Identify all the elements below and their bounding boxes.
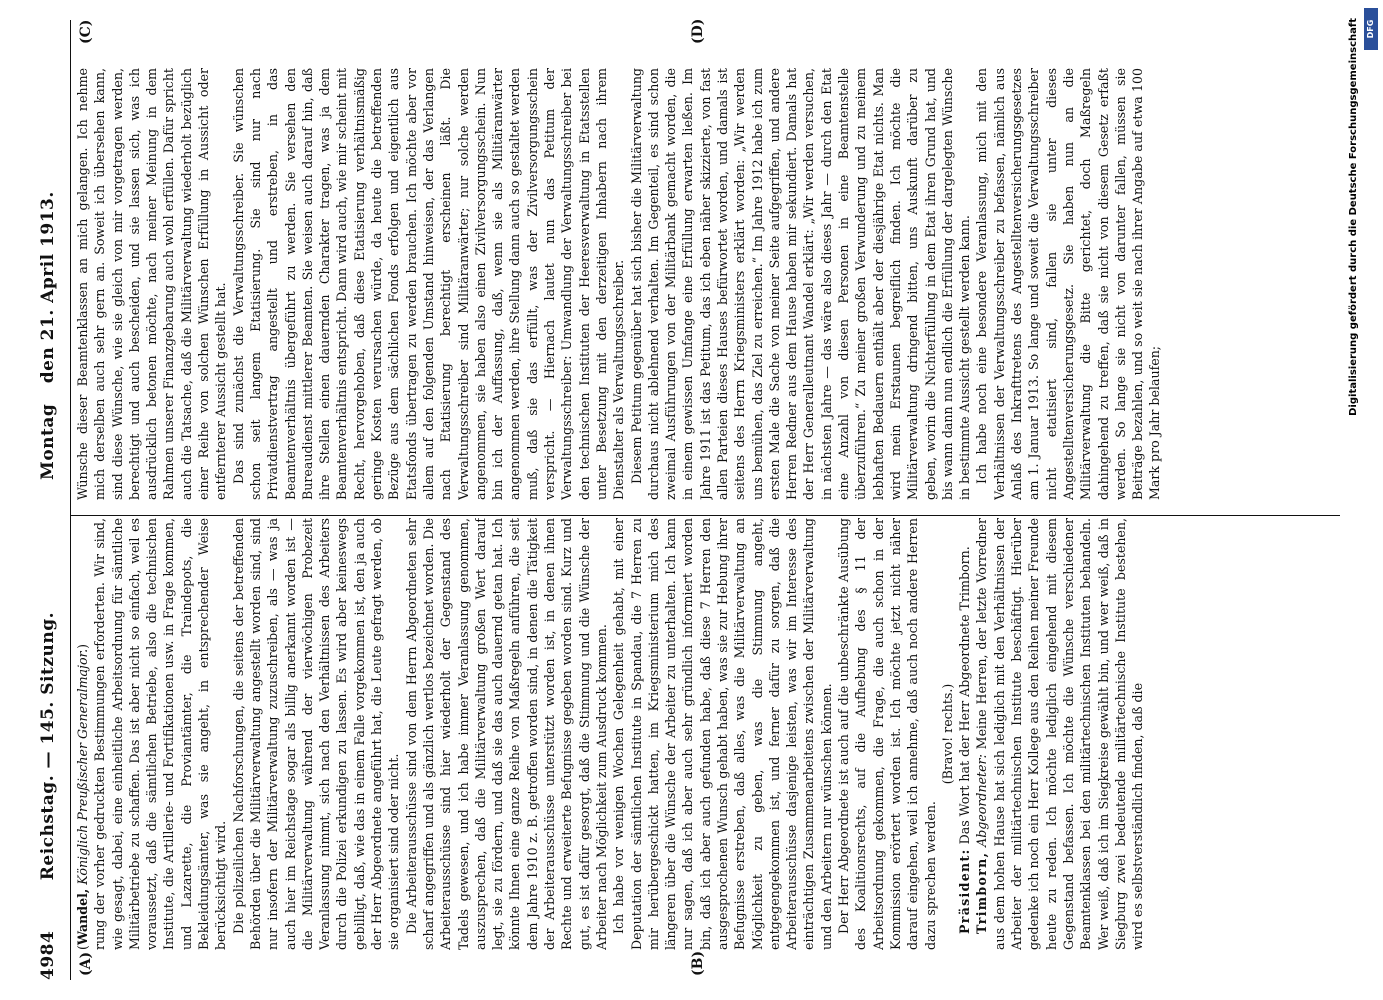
speaker-name: Wandel, — [75, 888, 90, 946]
speaker-line: (Wandel, Königlich Preußischer Generalmajor.) — [75, 643, 90, 950]
president-text: Das Wort hat der Herr Abgeordnete Trimborn. — [957, 546, 973, 845]
trimborn-name: Trimborn, — [974, 851, 990, 934]
paragraph: Ich habe vor wenigen Wochen Gelegenheit gehabt, mit einer Deputation der sämtlichen Institute in Spandau, die 7 Herren zu mir herübergeschickt hatten, im Kriegsministerium mich des längeren über die Wünsche der Arbeiter zu unterhalten. Ich kann nur sagen, daß ich aber auch sehr gründlich informiert worden bin, daß ich aber auch gefunden habe, daß diese 7 Herren den ausgesprochenen Wunsch gehabt haben, was sie zur Hebung ihrer Befugnisse erstreben, daß alles, was die Militärverwaltung an Möglichkeit zu geben, was die Stimmung angeht, entgegengekommen ist, und ferner dafür zu sorgen, daß die Arbeiterausschüsse dasjenige leisten, was wir im Interesse des einträchtigen Zusammenarbeitens zwischen der Militärverwaltung und den Arbeitern nur wünschen können. — [611, 518, 834, 950]
paragraph: Diesem Petitum gegenüber hat sich bisher die Militärverwaltung durchaus nicht ablehnend verhalten. Im Gegenteil, es sind schon zweimal Ausführungen von der Militärbank gemacht worden, die in einem gewissen Umfange eine Erfüllung erwarten ließen. Im Jahre 1911 ist das Petitum, das ich eben näher skizzierte, von fast allen Parteien dieses Hauses befürwortet worden, und damals ist seitens des Herrn Kriegsministers erklärt worden: „Wir werden uns bemühen, das Ziel zu erreichen.“ Im Jahre 1912 habe ich zum ersten Male die Sache von meiner Seite aufgegriffen, und andere Herren Redner aus dem Hause haben mir sekundiert. Damals hat der Herr Generalleutnant Wandel erklärt: „Wir werden versuchen, in nächsten Jahre — das wäre also dieses Jahr — durch den Etat eine Anzahl von diesen Personen in eine Beamtenstelle überzuführen.“ Zu meiner großen Verwunderung und zu meinem lebhaften Bedauern enthält aber der diesjährige Etat nichts. Man wird mein Erstaunen begreiflich finden. Ich möchte die Militärverwaltung dringend bitten, uns Auskunft darüber zu geben, worin die Nichterfüllung in dem Etat ihren Grund hat, und bis wann dann nun endlich die Erfüllung der dargelegten Wünsche in bestimmte Aussicht gestellt werden kann. — [628, 68, 973, 500]
paragraph: Der Herr Abgeordnete ist auch auf die unbeschränkte Ausübung des Koalitionsrechts, auf die Aufhebung des § 11 der Arbeitsordnung gekommen, die Frage, die auch schon in der Kommission erörtert worden ist. Ich möchte jetzt nicht näher darauf eingehen, weil ich annehme, daß auch noch andere Herren dazu sprechen werden. — [836, 518, 938, 950]
dfg-logo — [1364, 8, 1378, 50]
president-line — [956, 518, 973, 950]
applause-note: (Bravo! rechts.) — [939, 683, 955, 785]
dfg-logo-text: DFG — [1366, 19, 1375, 39]
paragraph: rung der vorher gedruckten Bestimmungen erforderten. Wir sind, wie gesagt, dabei, eine einheitliche Arbeitsordnung für sämtliche Militärbetriebe zu schaffen. Das ist aber nicht so einfach, weil es voraussetzt, daß die sämtlichen Betriebe, also die technischen Institute, die Artillerie- und Fortifikationen usw. in Frage kommen, und Lazarette, die Proviantämter, die Traindepots, die Bekleidungsämter, was sie angeht, in entsprechender Weise berücksichtigt wird. — [92, 518, 229, 950]
page-header — [30, 20, 71, 980]
session-date: den 21. April 1913. — [38, 191, 58, 384]
paragraph: Wünsche dieser Beamtenklassen an mich gelangen. Ich nehme mich derselben auch sehr gern an. Soweit ich übersehen kann, sind diese Wünsche, wie sie gleich von mir vorgetragen werden, berechtigt und auch bescheiden, und sie lassen sich, was ich ausdrücklich betonen möchte, nach meiner Meinung in dem Rahmen unserer Finanzgebarung auch wohl erfüllen. Dafür spricht auch die Tatsache, daß die Militärverwaltung wiederholt bezüglich einer Reihe von solchen Wünschen Erfüllung in Aussicht oder entfernterer Aussicht gestellt hat. — [75, 68, 229, 500]
paragraph: Ich habe noch eine besondere Veranlassung, mich mit den Verhältnissen der Verwaltungsschreiber zu befassen, nämlich aus Anlaß des Inkrafttretens des Angestelltenversicherungsgesetzes am 1. Januar 1913. So lange und soweit die Verwaltungsschreiber nicht etatisiert sind, fallen sie unter dieses Angestelltenversicherungsgesetz. Sie haben nun an die Militärverwaltung die Bitte gerichtet, doch Maßregeln dahingehend zu treffen, daß sie nicht von diesem Gesetz erfaßt werden. So lange sie nicht von darunter fallen, müssen sie Beiträge bezahlen, und so weit sie nach ihrer Angabe auf etwa 100 Mark pro Jahr belaufen; — [974, 68, 1163, 500]
header-left — [38, 568, 58, 980]
margin-mark-c: (C) — [78, 19, 94, 44]
trimborn-text: Meine Herren, der letzte Vorredner aus dem hohen Hause hat sich lediglich mit den Verhältnissen der Arbeiter der militärtechnischen Institute beschäftigt. Hierüber gedenke ich noch ein Herr Kollege aus den Reihen meiner Freunde heute zu reden. Ich möchte lediglich eingehend mit diesem Gegenstand befassen. Ich möchte die Wünsche verschiedener Beamtenklassen bei den militärtechnischen Instituten behandeln. Wer weiß, daß ich im Siegkreise gewählt bin, und wer weiß, daß in Siegburg zwei bedeutende militärtechnische Institute bestehen, wird es selbstverständlich finden, daß die — [974, 518, 1146, 950]
margin-mark-a: (A) — [78, 951, 94, 976]
left-column — [74, 518, 1336, 950]
session-title: Reichstag. — 145. Sitzung. — [38, 611, 58, 881]
session-weekday: Montag — [38, 403, 58, 480]
trimborn-role: Abgeordneter: — [974, 754, 990, 847]
paragraph: Das sind zunächst die Verwaltungsschreiber. Sie wünschen schon seit langem Etatisierung. Sie sind nur nach Privatdienstvertrag angestellt und erstreben, in das Beamtenverhältnis übergeführt zu werden. Sie versehen den Bureaudienst mittlerer Beamten. Sie weisen auch darauf hin, daß ihre Stellen einen dauernden Charakter tragen, was ja dem Beamtenverhältnis entspricht. Dann wird auch, wie mir scheint mit Recht, hervorgehoben, daß diese Etatisierung verhältnismäßig geringe Kosten verursachen würde, da heute die betreffenden Bezüge aus dem sächlichen Fonds erfolgen und eigentlich aus Etatsfonds übertragen zu werden brauchen. Ich möchte aber vor allem auf den folgenden Umstand hinweisen, der das Verlangen nach Etatisierung berechtigt erscheinen läßt. Die Verwaltungsschreiber sind Militäranwärter; nur solche werden angenommen, sie haben also einen Zivilversorgungsschein. Nun bin ich der Auffassung, daß, wenn sie als Militäranwärter angenommen werden, ihre Stellung dann auch so gestaltet werden muß, daß sie das erfüllt, was der Zivilversorgungsschein verspricht. — Hiernach lautet nun das Petitum der Verwaltungsschreiber: Umwandlung der Verwaltungsschreiber bei den technischen Instituten der Heeresverwaltung in Etatsstellen unter Besetzung mit den derzeitigen Inhabern nach ihrem Dienstalter als Verwaltungsschreiber. — [230, 68, 627, 500]
paragraph: Die Arbeiterausschüsse sind von dem Herrn Abgeordneten sehr scharf angegriffen und als gänzlich wertlos bezeichnet worden. Die Arbeiterausschüsse sind hier wiederholt der Gegenstand des Tadels gewesen, und ich habe immer Veranlassung genommen, auszusprechen, daß die Militärverwaltung großen Wert darauf legt, sie zu fördern, und daß sie das auch dauernd getan hat. Ich könnte Ihnen eine ganze Reihe von Maßregeln anführen, die seit dem Jahre 1910 z. B. getroffen worden sind, in denen die Tätigkeit der Arbeiterausschüsse unterstützt worden ist, in denen ihnen Rechte und erweiterte Befugnisse gegeben worden sind. Kurz und gut, es ist dafür gesorgt, daß die Stimmung und die Wünsche der Arbeiter nach Möglichkeit zum Ausdruck kommen. — [403, 518, 609, 950]
document-page — [30, 20, 1340, 980]
digitization-note — [1338, 18, 1378, 998]
right-column — [74, 68, 1336, 500]
column-divider — [70, 515, 1340, 516]
digitization-text: Digitalisierung gefördert durch die Deutsche Forschungsgemeinschaft — [1348, 18, 1359, 416]
paragraph: Die polizeilichen Nachforschungen, die seitens der betreffenden Behörden über die Militärverwaltung angestellt worden sind, sind nur insofern der Militärverwaltung zuzuschreiben, als — was ja auch hier im Reichstage sogar als billig anerkannt worden ist — die Militärverwaltung während der vierwöchigen Probezeit Veranlassung nimmt, sich nach den Verhältnissen des Arbeiters durch die Polizei erkundigen zu lassen. Es wird aber keineswegs gebilligt, daß, wie das in einem Falle vorgekommen ist, den ja auch der Herr Abgeordnete angeführt hat, die Leute gefragt werden, ob sie organisiert sind oder nicht. — [230, 518, 402, 950]
speaker-role: Königlich Preußischer Generalmajor. — [75, 648, 90, 885]
margin-mark-d: (D) — [690, 18, 706, 44]
margin-mark-b: (B) — [690, 950, 706, 976]
trimborn-speech — [973, 518, 1146, 950]
page-number: 4984 — [38, 930, 58, 980]
president-label: Präsident: — [957, 848, 973, 934]
header-right — [38, 191, 58, 480]
